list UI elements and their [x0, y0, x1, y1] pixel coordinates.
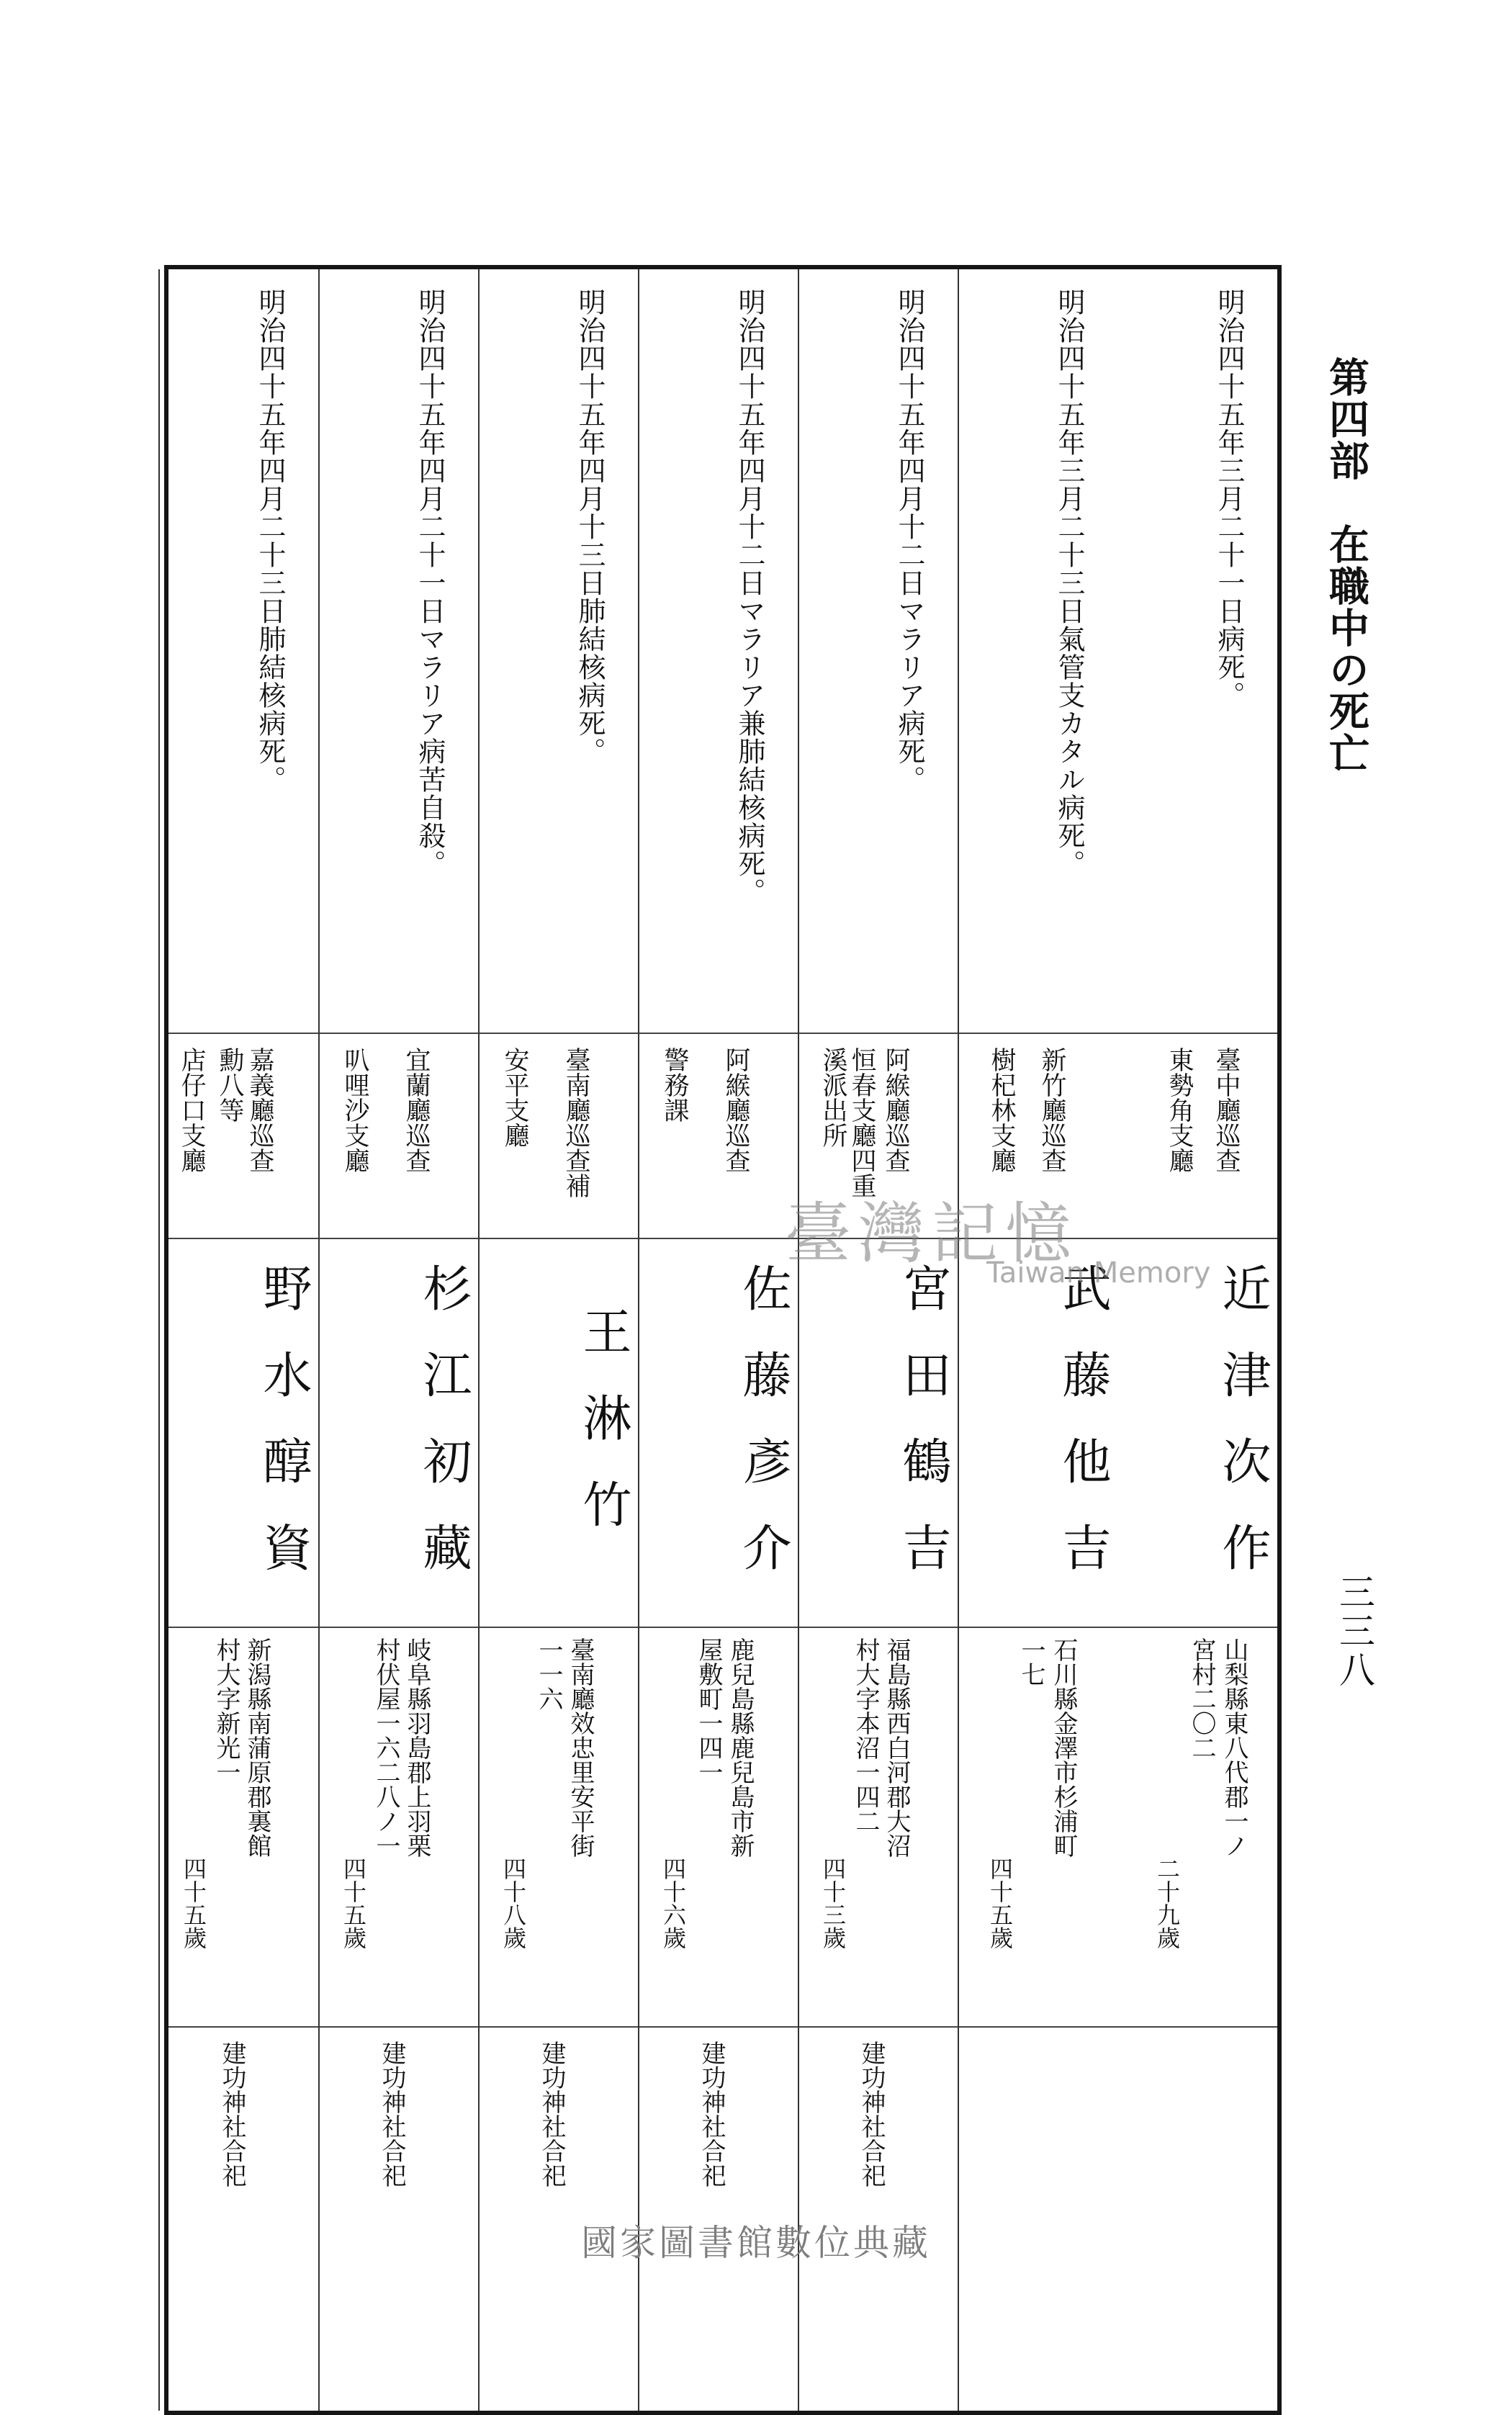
age: 四十五歲	[180, 1857, 207, 1949]
origin-line: 鹿兒島縣鹿兒島市新	[726, 1637, 755, 1858]
person-name: 武藤他吉	[1054, 1263, 1111, 1609]
age: 四十八歲	[500, 1857, 527, 1949]
unit-line: 臺南廳巡查補	[562, 1047, 590, 1198]
record-table	[164, 265, 1282, 2415]
origin-line: 石川縣金澤市杉浦町	[1049, 1637, 1078, 1858]
record-column	[158, 269, 318, 2411]
origin-line: 宮村二〇二	[1187, 1637, 1216, 1760]
enshrinement-note: 建功神社合祀	[697, 2041, 726, 2187]
origin-line: 屋敷町一四一	[694, 1637, 723, 1784]
unit-line: 店仔口支廳	[177, 1047, 206, 1173]
person-name: 宮田鶴吉	[894, 1263, 951, 1609]
origin-line: 村大字本沼一四二	[851, 1637, 880, 1833]
date-cause: 明治四十五年四月二十一日マラリア病苦自殺。	[414, 288, 446, 878]
record-column	[798, 269, 958, 2411]
unit-line: 臺中廳巡查	[1212, 1047, 1241, 1173]
origin-line: 村伏屋一六二八ノ一	[372, 1637, 400, 1858]
age: 四十六歲	[660, 1857, 687, 1949]
enshrinement-note: 建功神社合祀	[857, 2041, 886, 2187]
watermark-logo: 臺灣記憶	[785, 1195, 1079, 1272]
record-column	[638, 269, 798, 2411]
date-cause: 明治四十五年三月二十三日氣管支カタル病死。	[1053, 288, 1085, 878]
person-name: 近津次作	[1214, 1263, 1271, 1609]
date-cause: 明治四十五年四月十二日マラリア兼肺結核病死。	[734, 288, 765, 906]
age: 二十九歲	[1153, 1857, 1181, 1949]
age: 四十三歲	[819, 1857, 847, 1949]
origin-line: 一七	[1017, 1637, 1045, 1686]
unit-line: 恒春支廳四重	[847, 1047, 876, 1198]
age: 四十五歲	[340, 1857, 367, 1949]
unit-line: 溪派出所	[819, 1047, 847, 1148]
date-cause: 明治四十五年四月二十三日肺結核病死。	[254, 288, 286, 793]
unit-line: 宜蘭廳巡查	[402, 1047, 431, 1173]
enshrinement-note: 建功神社合祀	[377, 2041, 406, 2187]
library-footer: 國家圖書館數位典藏	[581, 2222, 931, 2264]
unit-line: 警務課	[660, 1047, 689, 1123]
unit-line: 安平支廳	[500, 1047, 529, 1148]
watermark-subtitle: Taiwan Memory	[986, 1256, 1211, 1290]
origin-line: 村大字新光一	[212, 1637, 240, 1784]
unit-line: 嘉義廳巡查	[246, 1047, 274, 1173]
unit-line: 樹杞林支廳	[987, 1047, 1016, 1173]
person-name: 佐藤彥介	[734, 1263, 791, 1609]
origin-line: 岐阜縣羽島郡上羽栗	[402, 1637, 431, 1858]
unit-line: 東勢角支廳	[1165, 1047, 1194, 1173]
running-head: 第四部 在職中の死亡	[1323, 356, 1370, 774]
record-column	[478, 269, 638, 2411]
origin-line: 山梨縣東八代郡一ノ	[1220, 1637, 1248, 1858]
origin-line: 臺南廳效忠里安平街	[566, 1637, 595, 1858]
person-name: 杉江初藏	[415, 1263, 472, 1609]
date-cause: 明治四十五年四月十三日肺結核病死。	[574, 288, 606, 765]
origin-line: 福島縣西白河郡大沼	[882, 1637, 911, 1858]
unit-line: 新竹廳巡查	[1038, 1047, 1066, 1173]
record-column	[318, 269, 478, 2411]
record-column	[958, 269, 1117, 2411]
unit-line: 阿緱廳巡查	[881, 1047, 910, 1173]
date-cause: 明治四十五年三月二十一日病死。	[1213, 288, 1245, 709]
unit-line: 叭哩沙支廳	[341, 1047, 369, 1173]
person-name: 王淋竹	[575, 1306, 631, 1565]
origin-line: 一一六	[534, 1637, 563, 1711]
date-cause: 明治四十五年四月十二日マラリア病死。	[894, 288, 925, 793]
origin-line: 新潟縣南蒲原郡裏館	[243, 1637, 271, 1858]
unit-line: 阿緱廳巡查	[721, 1047, 750, 1173]
unit-line: 勳八等	[215, 1047, 244, 1123]
record-column	[1117, 269, 1277, 2411]
enshrinement-note: 建功神社合祀	[217, 2041, 246, 2187]
page-number: 三三八	[1333, 1573, 1375, 1690]
enshrinement-note: 建功神社合祀	[537, 2041, 566, 2187]
age: 四十五歲	[986, 1857, 1014, 1949]
person-name: 野水醇資	[255, 1263, 312, 1609]
